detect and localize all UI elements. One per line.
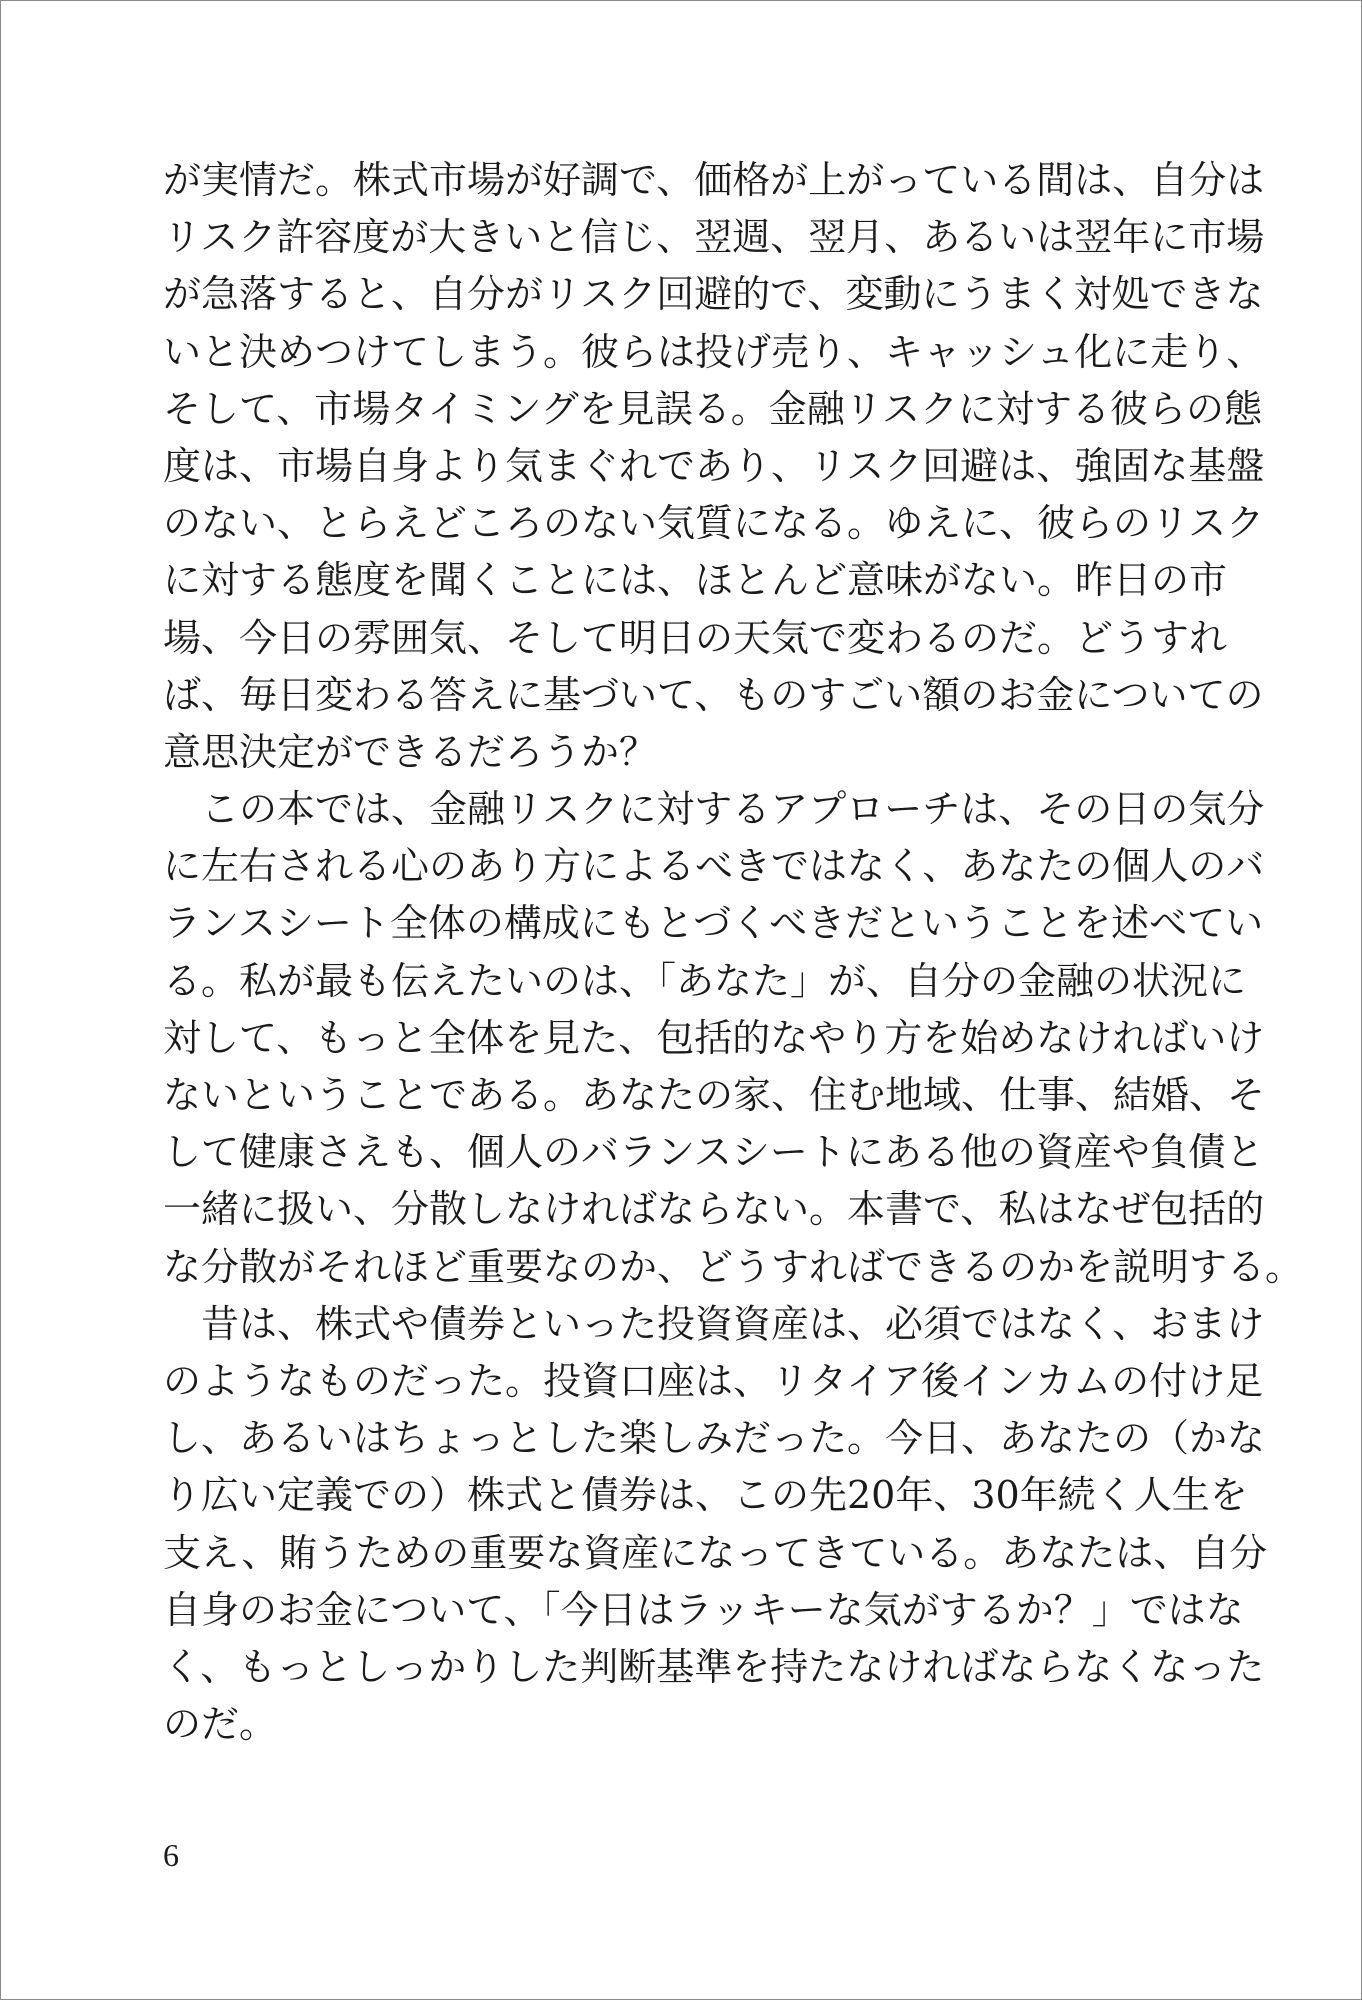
text-line-13: に左右される心のあり方によるべきではなく、あなたの個人のバ [163,844,1265,889]
text-line-15: る。私が最も伝えたいのは、「あなた」が、自分の金融の状況に [163,958,1247,1003]
text-line-3: が急落すると、自分がリスク回避的で、変動にうまく対処できな [163,272,1264,317]
text-line-4: いと決めつけてしまう。彼らは投げ売り、キャッシュ化に走り、 [163,329,1265,374]
text-line-25: 支え、賄うための重要な資産になってきている。あなたは、自分 [163,1530,1268,1575]
text-line-5: そして、市場タイミングを見誤る。金融リスクに対する彼らの態 [163,386,1262,431]
text-line-11: 意思決定ができるだろうか？ [163,729,658,774]
text-line-21: 昔は、株式や債券といった投資資産は、必須ではなく、おまけ [163,1301,1265,1346]
text-line-7: のない、とらえどころのない気質になる。ゆえに、彼らのリスク [163,501,1265,546]
text-line-24: り広い定義での）株式と債券は、この先20年、30年続く人生を [163,1473,1248,1518]
text-line-2: リスク許容度が大きいと信じ、翌週、翌月、あるいは翌年に市場 [163,215,1265,260]
text-line-18: して健康さえも、個人のバランスシートにある他の資産や負債と [163,1130,1264,1175]
body-text [163,152,1304,1753]
text-line-17: ないということである。あなたの家、住む地域、仕事、結婚、そ [163,1073,1266,1117]
text-line-12: この本では、金融リスクに対するアプローチは、その日の気分 [163,787,1265,832]
text-line-19: 一緒に扱い、分散しなければならない。本書で、私はなぜ包括的 [163,1187,1265,1232]
text-line-28: のだ。 [163,1702,278,1747]
text-line-1: が実情だ。株式市場が好調で、価格が上がっている間は、自分は [163,158,1265,202]
text-line-10: ば、毎日変わる答えに基づいて、ものすごい額のお金についての [163,672,1264,717]
text-line-22: のようなものだった。投資口座は、リタイア後インカムの付け足 [163,1358,1264,1403]
text-line-14: ランスシート全体の構成にもとづくべきだということを述べてい [163,901,1264,946]
text-line-16: 対して、もっと全体を見た、包括的なやり方を始めなければいけ [163,1015,1265,1060]
text-line-27: く、もっとしっかりした判断基準を持たなければならなくなった [163,1644,1265,1689]
text-line-8: に対する態度を聞くことには、ほとんど意味がない。昨日の市 [163,558,1228,603]
text-line-20: な分散がそれほど重要なのか、どうすればできるのかを説明する。 [163,1244,1304,1289]
text-line-23: し、あるいはちょっとした楽しみだった。今日、あなたの（かな [163,1416,1266,1461]
text-line-9: 場、今日の雰囲気、そして明日の天気で変わるのだ。どうすれ [163,615,1228,660]
text-line-6: 度は、市場自身より気まぐれであり、リスク回避は、強固な基盤 [163,443,1265,488]
page-number: 6 [163,1837,179,1873]
text-line-26: 自身のお金について、「今日はラッキーな気がするか？」ではな [163,1587,1244,1632]
